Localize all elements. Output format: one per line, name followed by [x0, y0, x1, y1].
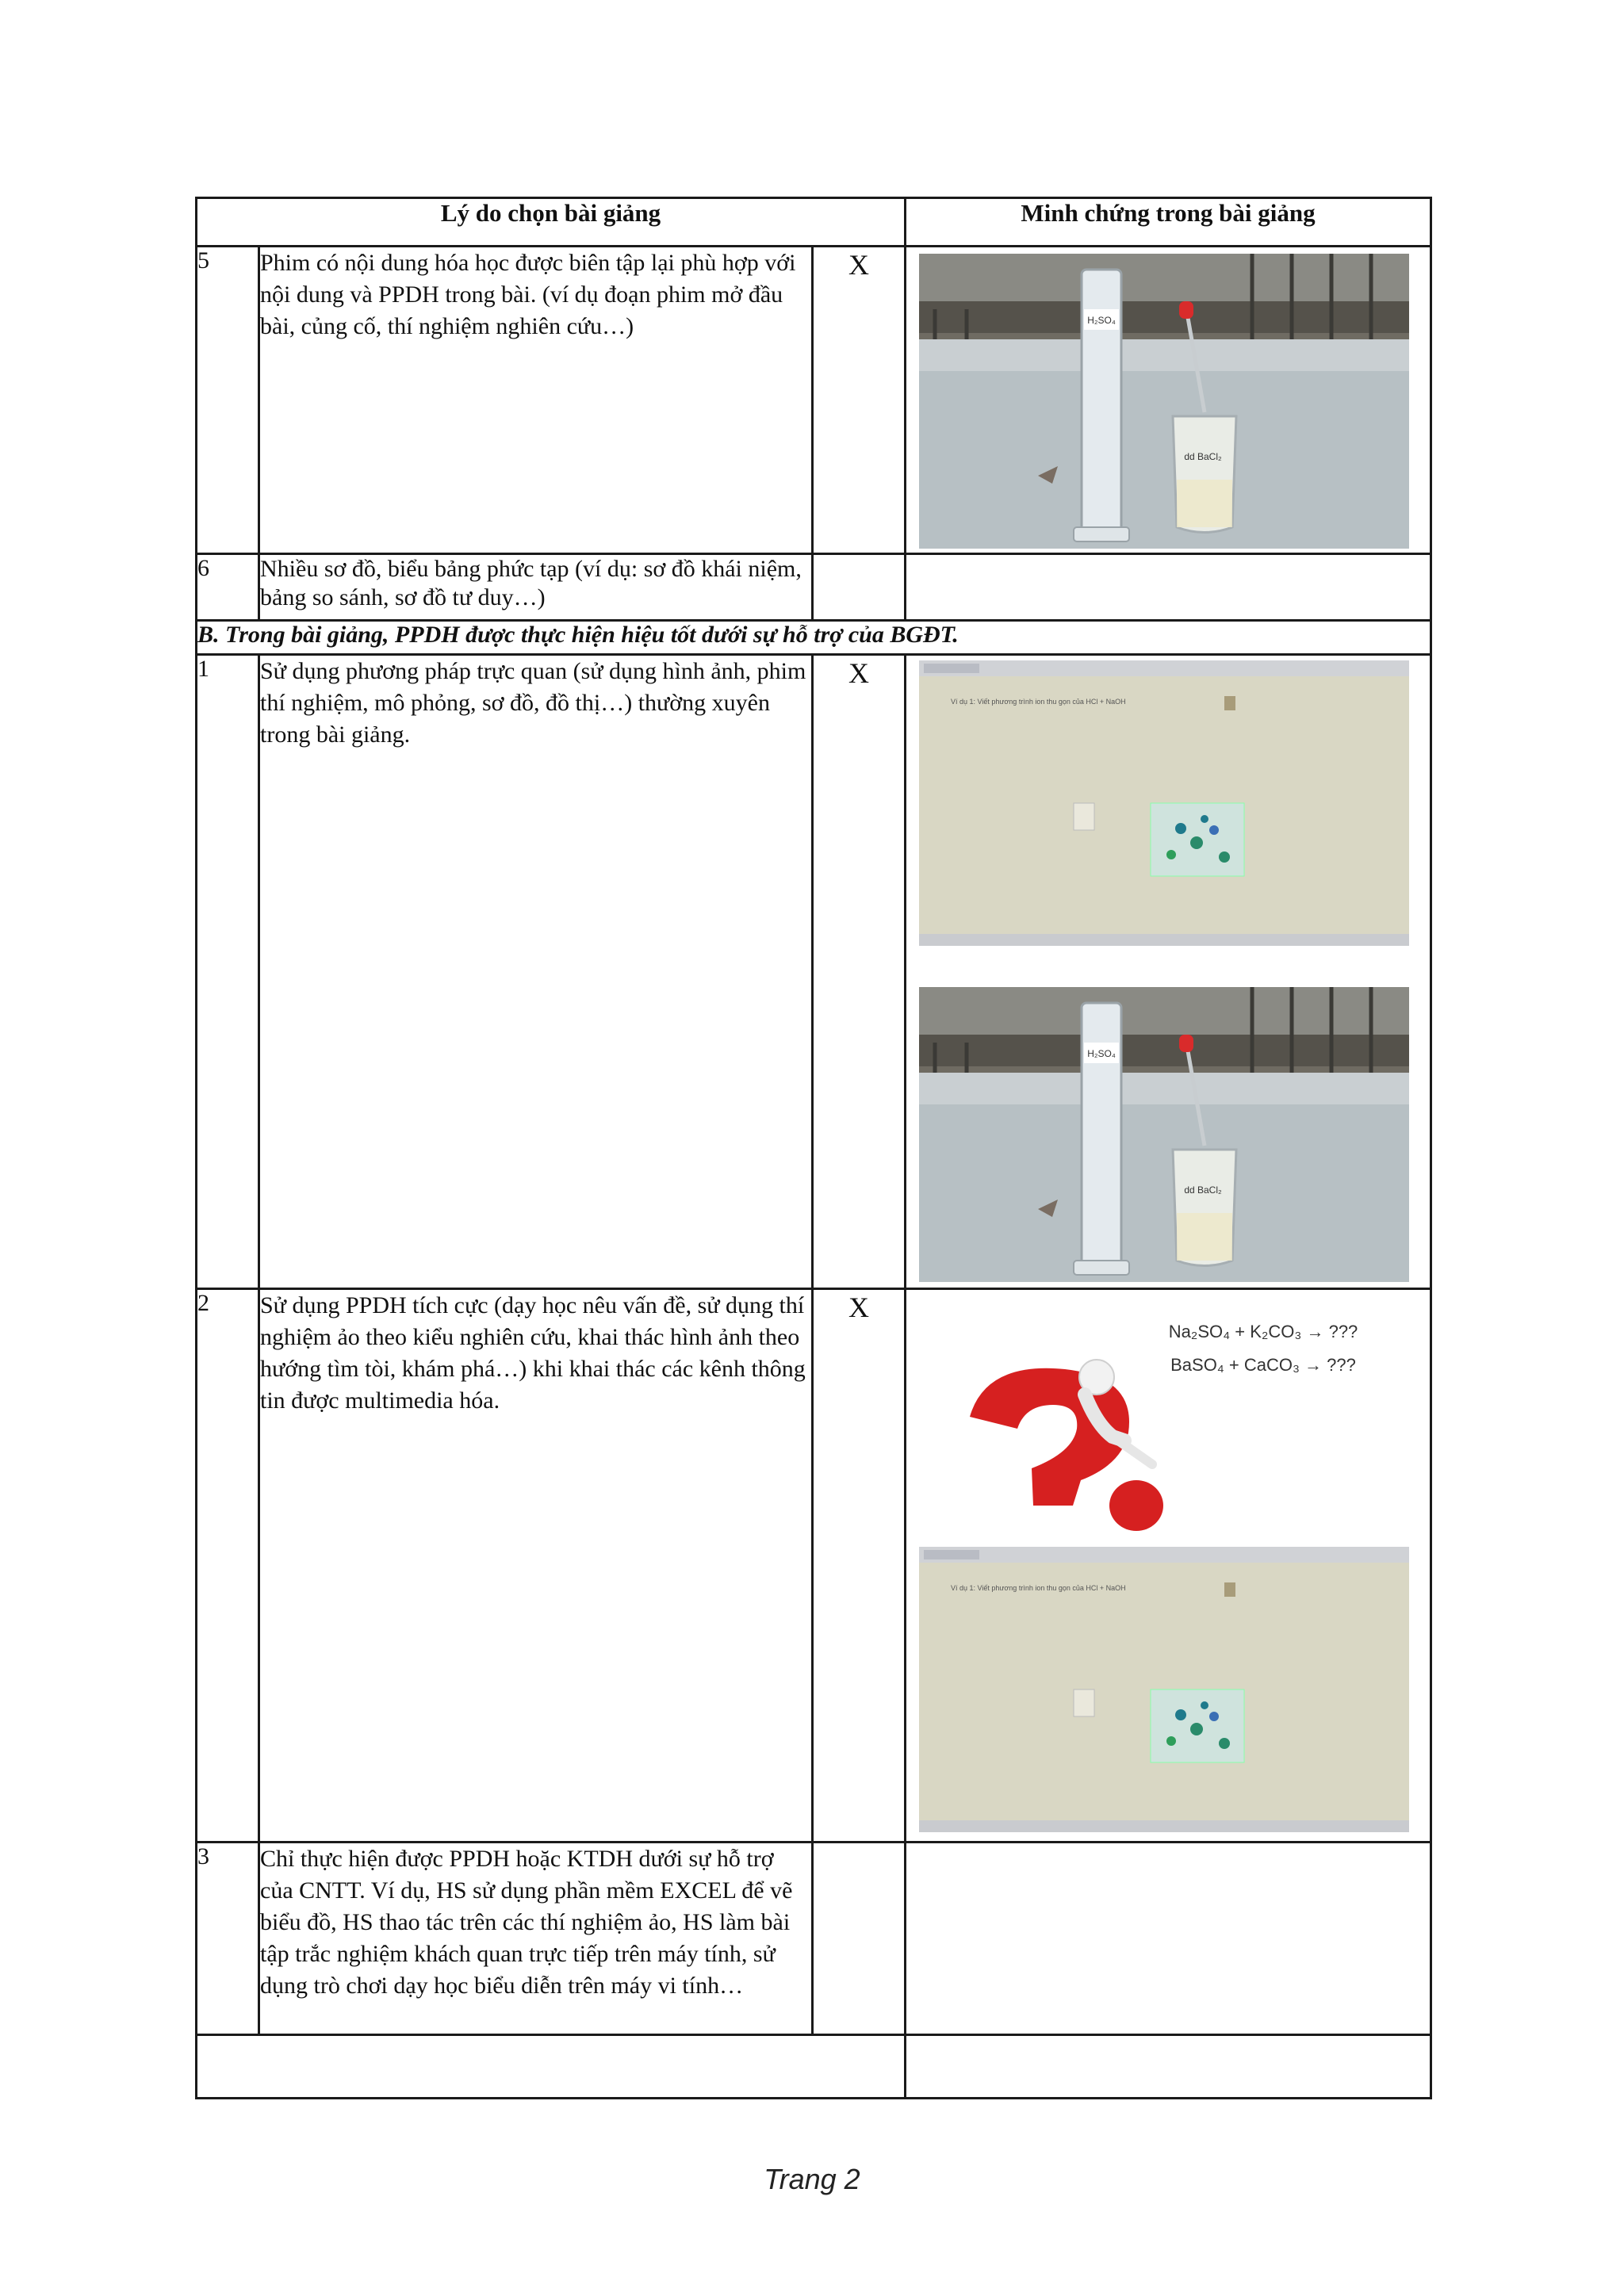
cylinder-label: H₂SO₄ — [1087, 1048, 1116, 1059]
table-row — [197, 1843, 1431, 2035]
evidence-cell — [906, 554, 1431, 621]
software-slide-photo — [919, 1547, 1409, 1832]
row-mark: X — [813, 655, 906, 1289]
beaker-label: dd BaCl₂ — [1184, 451, 1222, 462]
row-text: Sử dụng phương pháp trực quan (sử dụng hình ảnh, phim thí nghiệm, mô phỏng, sơ đồ, đồ thị…) thường xuyên trong bài giảng. — [259, 655, 813, 1289]
row-number: 3 — [197, 1843, 259, 2035]
row-number: 5 — [197, 247, 259, 554]
beaker-label: dd BaCl₂ — [1184, 1184, 1222, 1196]
table-header-row — [197, 198, 1431, 247]
header-reason: Lý do chọn bài giảng — [197, 198, 906, 247]
empty-cell — [197, 2035, 906, 2099]
equation-2: BaSO₄ + CaCO₃ → ??? — [1170, 1355, 1356, 1375]
row-number: 1 — [197, 655, 259, 1289]
row-mark — [813, 1843, 906, 2035]
lab-photo — [919, 987, 1409, 1282]
evidence-cell — [906, 247, 1431, 554]
page-footer: Trang 2 — [764, 2163, 860, 2195]
cylinder-label: H₂SO₄ — [1087, 315, 1116, 326]
empty-cell — [906, 2035, 1431, 2099]
row-mark: X — [813, 1289, 906, 1843]
row-mark: X — [813, 247, 906, 554]
table-row — [197, 1289, 1431, 1843]
equation-1: Na₂SO₄ + K₂CO₃ → ??? — [1168, 1322, 1358, 1341]
table-row — [197, 554, 1431, 621]
table-row — [197, 247, 1431, 554]
slide-title: Ví dụ 1: Viết phương trình ion thu gọn của HCl + NaOH — [951, 1584, 1126, 1592]
table-row — [197, 655, 1431, 1289]
row-text: Chỉ thực hiện được PPDH hoặc KTDH dưới sự hỗ trợ của CNTT. Ví dụ, HS sử dụng phần mềm EXCEL để vẽ biểu đồ, HS thao tác trên các thí nghiệm ảo, HS làm bài tập trắc nghiệm khách quan trực tiếp trên máy tính, sử dụng trò chơi dạy học biểu diễn trên máy vi tính… — [259, 1843, 813, 2035]
row-text: Phim có nội dung hóa học được biên tập lại phù hợp với nội dung và PPDH trong bài. (ví dụ đoạn phim mở đầu bài, củng cố, thí nghiệm nghiên cứu…) — [259, 247, 813, 554]
evaluation-table — [195, 197, 1432, 2099]
question-mark-illustration — [954, 1298, 1398, 1536]
evidence-cell — [906, 1289, 1431, 1843]
lab-photo — [919, 254, 1409, 549]
row-mark — [813, 554, 906, 621]
section-b-row — [197, 621, 1431, 655]
header-evidence: Minh chứng trong bài giảng — [906, 198, 1431, 247]
row-number: 2 — [197, 1289, 259, 1843]
section-b-title: B. Trong bài giảng, PPDH được thực hiện hiệu tốt dưới sự hỗ trợ của BGĐT. — [197, 621, 1431, 655]
table-row-empty — [197, 2035, 1431, 2099]
software-slide-photo — [919, 660, 1409, 946]
slide-title: Ví dụ 1: Viết phương trình ion thu gọn của HCl + NaOH — [951, 698, 1126, 706]
evidence-cell — [906, 1843, 1431, 2035]
row-text: Nhiều sơ đồ, biểu bảng phức tạp (ví dụ: sơ đồ khái niệm, bảng so sánh, sơ đồ tư duy…) — [259, 554, 813, 621]
row-number: 6 — [197, 554, 259, 621]
evidence-cell — [906, 655, 1431, 1289]
row-text: Sử dụng PPDH tích cực (dạy học nêu vấn đề, sử dụng thí nghiệm ảo theo kiểu nghiên cứu, khai thác hình ảnh theo hướng tìm tòi, khám phá…) khi khai thác các kênh thông tin được multimedia hóa. — [259, 1289, 813, 1843]
